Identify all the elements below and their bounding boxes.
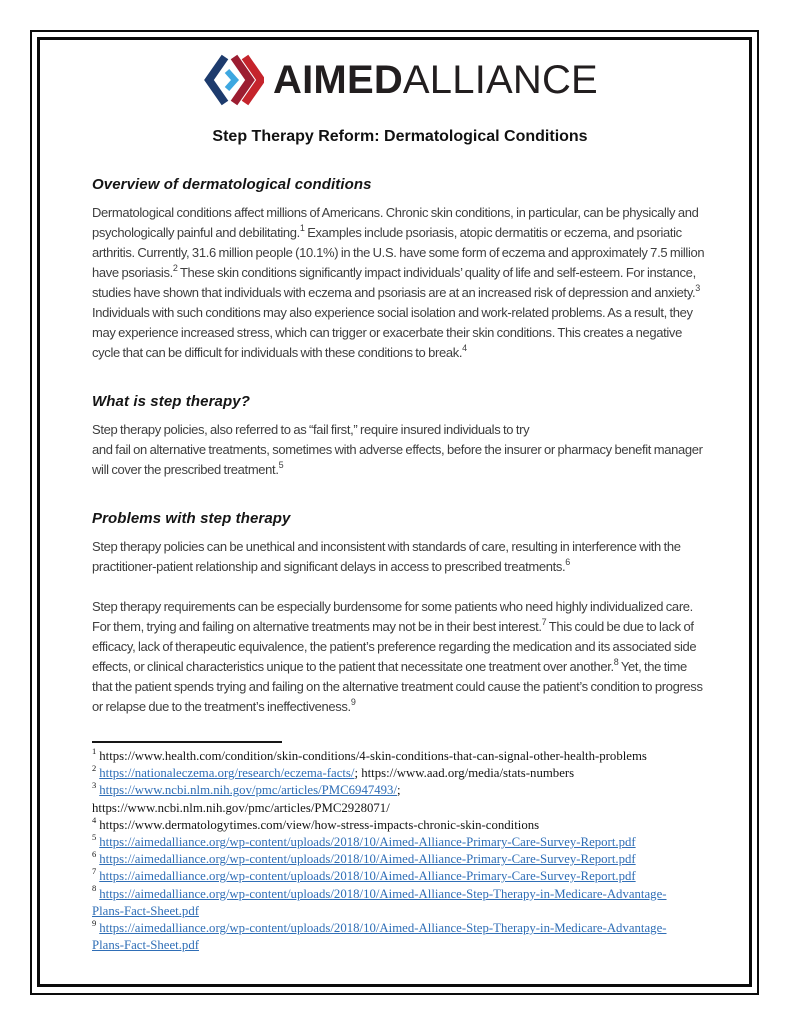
footnotes-section (92, 741, 708, 954)
text-segment: This could be due to lack of efficacy, lack of therapeutic equivalence, the patient’s preference regarding the medication and its associated side effects, or clinical characteristics unique to the patient that necessitate one treatment over another. (92, 619, 697, 674)
section-what-is-step-therapy (92, 393, 708, 480)
footnotes-list (92, 745, 708, 954)
logo-wordmark (273, 60, 598, 100)
footnote-8 (92, 883, 708, 920)
footnote-number: 4 (92, 814, 97, 825)
text-segment: and fail on alternative treatments, sometimes with adverse effects, before the insurer or pharmacy benefit manager will cover the prescribed treatment. (92, 442, 703, 477)
footnote-text: ; https://www.aad.org/media/stats-numbers (354, 766, 575, 781)
text-segment: Individuals with such conditions may also experience social isolation and work-related problems. As a result, they may experience increased stress, which can trigger or exacerbate their skin conditions. This creates a negative cycle that can be difficult for individuals with these conditions to break. (92, 305, 693, 360)
footnote-1 (92, 745, 708, 765)
footnote-ref-8: 8 (613, 656, 619, 667)
section-heading-what-is-step-therapy: What is step therapy? (92, 393, 250, 410)
footnote-4 (92, 814, 708, 834)
footnote-3 (92, 782, 708, 816)
section-heading-problems: Problems with step therapy (92, 510, 291, 527)
text-segment: Examples include psoriasis, atopic dermatitis or eczema, and psoriatic arthritis. Currently, 31.6 million people (10.1%) in the U.S. have some form of eczema and approximately 7.5 million have psoriasis. (92, 225, 705, 280)
footnote-text: https://www.ncbi.nlm.nih.gov/pmc/articles/PMC2928071/ (92, 800, 390, 815)
footnote-link[interactable]: https://aimedalliance.org/wp-content/uploads/2018/10/Aimed-Alliance-Primary-Care-Survey-Report.pdf (99, 835, 636, 850)
footnote-link-line2: Plans-Fact-Sheet.pdf (92, 903, 199, 918)
footnote-ref-2: 2 (172, 262, 178, 273)
footnote-number: 9 (92, 917, 97, 928)
footnote-link-line1: https://aimedalliance.org/wp-content/uploads/2018/10/Aimed-Alliance-Step-Therapy-in-Medicare-Advantage- (99, 921, 667, 936)
footnote-number: 5 (92, 831, 97, 842)
footnote-link[interactable]: https://aimedalliance.org/wp-content/uploads/2018/10/Aimed-Alliance-Primary-Care-Survey-Report.pdf (99, 869, 636, 884)
footnote-number: 6 (92, 848, 97, 859)
footnote-link[interactable] (92, 887, 667, 918)
footnote-7 (92, 868, 708, 885)
text-segment: Step therapy requirements can be especially burdensome for some patients who need highly individualized care. For them, trying and failing on alternative treatments may not be in their best interest. (92, 599, 693, 634)
aimed-alliance-logo (92, 52, 708, 108)
footnote-link[interactable]: https://www.ncbi.nlm.nih.gov/pmc/articles/PMC6947493/ (99, 783, 398, 798)
paragraph-overview (92, 203, 708, 363)
text-segment: Dermatological conditions affect millions of Americans. Chronic skin conditions, in particular, can be physically and psychologically painful and debilitating. (92, 205, 699, 240)
footnote-link[interactable] (92, 921, 667, 952)
footnote-link-line2: Plans-Fact-Sheet.pdf (92, 938, 199, 953)
page-content (92, 42, 708, 954)
footnote-text: ; (397, 783, 401, 798)
paragraph-problems-2 (92, 597, 708, 717)
footnote-2 (92, 762, 708, 782)
footnote-text: https://www.dermatologytimes.com/view/how-stress-impacts-chronic-skin-conditions (99, 817, 540, 832)
footnote-ref-4: 4 (462, 342, 467, 353)
document-title: Step Therapy Reform: Dermatological Conditions (212, 128, 588, 145)
section-problems (92, 510, 708, 717)
footnote-number: 7 (92, 866, 97, 877)
footnote-9 (92, 917, 708, 954)
footnote-ref-5: 5 (278, 459, 284, 470)
footnote-number: 8 (92, 883, 97, 894)
logo-wordmark-bold: AIMED (273, 58, 403, 102)
paragraph-problems-1 (92, 537, 708, 577)
footnote-ref-3: 3 (695, 282, 700, 293)
footnote-link[interactable]: https://nationaleczema.org/research/eczema-facts/ (99, 766, 355, 781)
double-chevron-logo-icon (202, 53, 264, 107)
paragraph-what-is-step-therapy (92, 420, 708, 480)
footnote-ref-9: 9 (350, 696, 356, 707)
text-segment: Step therapy policies, also referred to as “fail first,” require insured individuals to try (92, 422, 530, 437)
section-overview (92, 176, 708, 363)
footnote-number: 1 (92, 745, 97, 756)
footnote-ref-6: 6 (565, 556, 570, 567)
footnote-link[interactable]: https://aimedalliance.org/wp-content/uploads/2018/10/Aimed-Alliance-Primary-Care-Survey-Report.pdf (99, 852, 636, 867)
footnote-6 (92, 848, 708, 868)
footnote-ref-7: 7 (541, 616, 547, 627)
text-segment: Step therapy policies can be unethical and inconsistent with standards of care, resulting in interference with the practitioner-patient relationship and significant delays in access to prescribed treatments. (92, 539, 681, 574)
footnote-separator-rule (92, 741, 282, 743)
footnote-link-line1: https://aimedalliance.org/wp-content/uploads/2018/10/Aimed-Alliance-Step-Therapy-in-Medicare-Advantage- (99, 886, 667, 901)
footnote-number: 3 (92, 780, 97, 791)
footnote-ref-1: 1 (299, 222, 305, 233)
logo-wordmark-light: ALLIANCE (402, 58, 598, 102)
footnote-number: 2 (92, 762, 97, 773)
footnote-text: https://www.health.com/condition/skin-conditions/4-skin-conditions-that-can-signal-other-health-problems (99, 749, 647, 763)
text-segment: Yet, the time that the patient spends trying and failing on the alternative treatment could cause the patient’s condition to progress or relapse due to the treatment’s ineffectiveness. (92, 659, 703, 714)
footnote-5 (92, 831, 708, 851)
text-segment: These skin conditions significantly impact individuals’ quality of life and self-esteem. For instance, studies have shown that individuals with eczema and psoriasis are at an increased risk of depression and anxiety. (92, 265, 696, 300)
section-heading-overview: Overview of dermatological conditions (92, 176, 372, 193)
